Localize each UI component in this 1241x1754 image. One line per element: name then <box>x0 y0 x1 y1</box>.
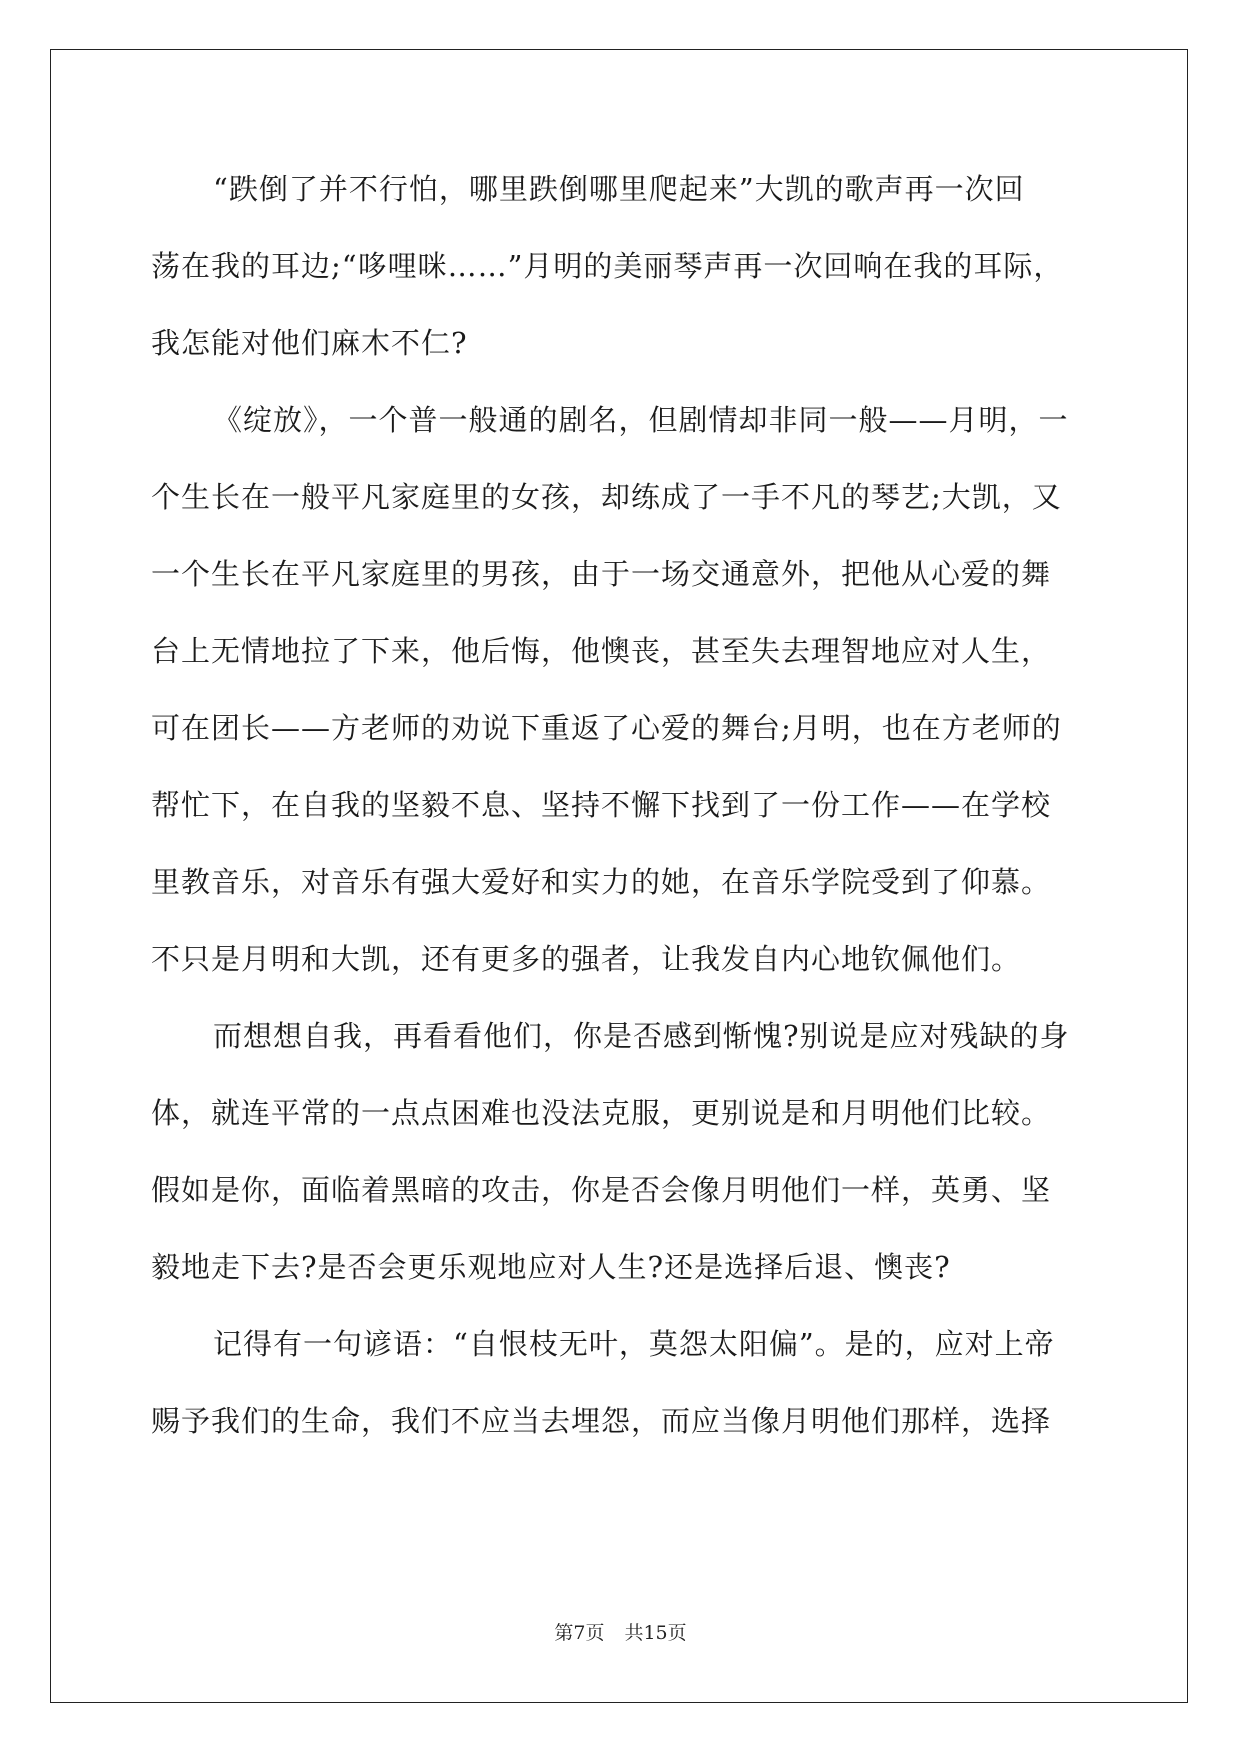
text-line: 体，就连平常的一点点困难也没法克服，更别说是和月明他们比较。 <box>151 1096 1052 1130</box>
text-line: 台上无情地拉了下来，他后悔，他懊丧，甚至失去理智地应对人生， <box>151 634 1052 668</box>
text-line: 《绽放》，一个普一般通的剧名，但剧情却非同一般——月明，一 <box>213 403 1069 437</box>
page-footer <box>0 1618 1241 1645</box>
text-line: 荡在我的耳边;“哆哩咪……”月明的美丽琴声再一次回响在我的耳际， <box>151 249 1064 283</box>
text-line: 假如是你，面临着黑暗的攻击，你是否会像月明他们一样，英勇、坚 <box>151 1173 1052 1207</box>
page-total: 共15页 <box>624 1622 687 1644</box>
text-line: 毅地走下去?是否会更乐观地应对人生?还是选择后退、懊丧? <box>151 1250 951 1284</box>
document-body <box>151 162 1091 1471</box>
text-line: 不只是月明和大凯，还有更多的强者，让我发自内心地钦佩他们。 <box>151 942 1022 976</box>
text-line: 记得有一句谚语：“自恨枝无叶，莫怨太阳偏”。是的，应对上帝 <box>213 1327 1055 1361</box>
text-line: 我怎能对他们麻木不仁? <box>151 326 468 360</box>
text-line: 里教音乐，对音乐有强大爱好和实力的她，在音乐学院受到了仰慕。 <box>151 865 1052 899</box>
text-line: 而想想自我，再看看他们，你是否感到惭愧?别说是应对残缺的身 <box>213 1019 1070 1053</box>
page-number: 第7页 <box>554 1622 605 1644</box>
text-line: 可在团长——方老师的劝说下重返了心爱的舞台;月明，也在方老师的 <box>151 711 1062 745</box>
text-line: “跌倒了并不行怕，哪里跌倒哪里爬起来”大凯的歌声再一次回 <box>213 172 1025 206</box>
text-line: 一个生长在平凡家庭里的男孩，由于一场交通意外，把他从心爱的舞 <box>151 557 1052 591</box>
text-line: 赐予我们的生命，我们不应当去埋怨，而应当像月明他们那样，选择 <box>151 1404 1052 1438</box>
text-line: 帮忙下，在自我的坚毅不息、坚持不懈下找到了一份工作——在学校 <box>151 788 1052 822</box>
text-line: 个生长在一般平凡家庭里的女孩，却练成了一手不凡的琴艺;大凯，又 <box>151 480 1062 514</box>
